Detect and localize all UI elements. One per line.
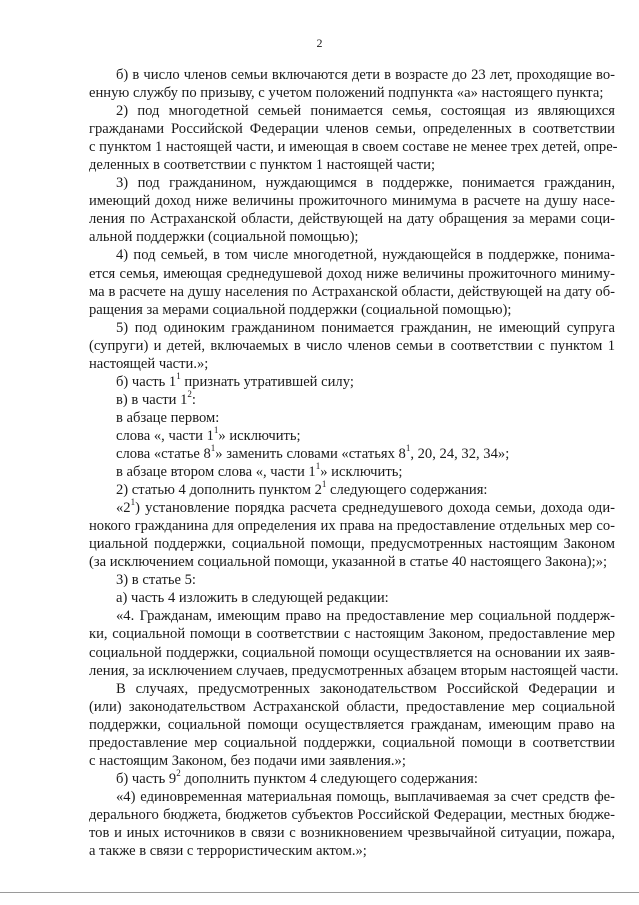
line-text-continued: : <box>191 391 196 408</box>
line-text: циальной поддержки, социальной помощи, предусмотренных настоящим Законом <box>89 536 615 553</box>
line-text: с пунктом 1 настоящей части, и имеющая в своем составе не менее трех детей, опре- <box>89 139 618 156</box>
text-line <box>89 734 615 752</box>
superscript: 1 <box>176 370 181 381</box>
line-text: «4) единовременная материальная помощь, выплачиваемая за счет средств фе- <box>116 788 615 805</box>
text-line <box>89 138 618 156</box>
text-line <box>89 265 615 283</box>
text-line <box>89 283 615 301</box>
page-bottom-edge <box>0 892 639 893</box>
text-line <box>89 752 615 770</box>
line-text: деленных в соответствии с пунктом 1 настоящей части; <box>89 157 436 174</box>
line-text: В случаях, предусмотренных законодательством Российской Федерации и <box>116 680 615 697</box>
line-text: енную службу по призыву, с учетом положений подпункта «а» настоящего пункта; <box>89 85 604 102</box>
superscript: 1 <box>213 425 219 436</box>
text-line <box>89 246 615 264</box>
line-text: ма в расчете на душу населения по Астраханской области, действующей на дату об- <box>89 283 615 300</box>
line-text: 3) под гражданином, нуждающимся в поддержке, понимается гражданин, <box>116 175 615 192</box>
text-line <box>89 481 615 499</box>
line-text: а также в связи с террористическим актом.»; <box>89 843 367 860</box>
text-line <box>89 427 615 445</box>
line-text: в абзаце втором слова «, части 1 <box>116 464 316 481</box>
line-text: а) часть 4 изложить в следующей редакции: <box>116 590 389 607</box>
line-text: (или) законодательством Астраханской области, предоставление мер социальной <box>89 698 615 715</box>
text-line <box>89 716 615 734</box>
line-text: в абзаце первом: <box>116 409 220 426</box>
text-line <box>89 644 615 662</box>
line-text: б) часть 9 <box>116 770 177 787</box>
superscript: 1 <box>321 479 327 490</box>
line-text: в) в части 1 <box>116 391 188 408</box>
text-line <box>89 388 615 409</box>
line-text: «2 <box>116 500 131 517</box>
line-text: с настоящим Законом, без подачи ими заявления.»; <box>89 752 406 769</box>
line-text: «4. Гражданам, имеющим право на предоставление мер социальной поддерж- <box>116 608 615 625</box>
line-text: поддержки, социальной помощи осуществляется гражданам, имеющим право на <box>89 716 615 733</box>
line-text-continued: » исключить; <box>320 464 403 481</box>
superscript: 2 <box>187 388 192 399</box>
text-line <box>89 767 615 788</box>
line-text: 4) под семьей, в том числе многодетной, нуждающейся в поддержке, понима- <box>116 247 615 264</box>
text-line <box>89 84 615 102</box>
text-line <box>89 662 619 680</box>
line-text: (супруги) и детей, включаемых в число членов семьи в соответствии с пунктом 1 <box>89 337 615 354</box>
line-text: имеющий доход ниже величины прожиточного минимума в расчете на душу насе- <box>89 193 615 210</box>
line-text: 5) под одиноким гражданином понимается гражданин, не имеющий супруга <box>116 319 615 336</box>
text-line <box>89 553 615 571</box>
superscript: 1 <box>210 443 216 454</box>
line-text: дерального бюджета, бюджетов субъектов Российской Федерации, местных бюдже- <box>89 806 615 823</box>
text-line <box>89 156 615 174</box>
line-text: гражданами Российской Федерации членов семьи, определенных в соответствии <box>89 121 615 138</box>
text-line <box>89 409 615 427</box>
text-line <box>89 788 615 806</box>
text-line <box>89 842 615 860</box>
text-line <box>89 698 615 716</box>
text-line <box>89 535 615 553</box>
line-text: настоящей части.»; <box>89 355 209 372</box>
text-line <box>89 463 615 481</box>
text-line <box>89 301 615 319</box>
line-text: б) в число членов семьи включаются дети в возрасте до 23 лет, проходящие во- <box>116 67 615 83</box>
line-text-continued: » заменить словами «статьях 8 <box>215 445 406 462</box>
line-text-continued: следующего содержания: <box>326 482 488 499</box>
line-text: социальной поддержки, социальной помощи осуществляется на основании их заяв- <box>89 644 615 661</box>
text-line <box>89 806 615 824</box>
line-text-continued: дополнить пунктом 4 следующего содержания: <box>180 770 478 787</box>
text-line <box>89 445 615 463</box>
line-text: ется семья, имеющая среднедушевой доход ниже величины прожиточного миниму- <box>89 265 615 282</box>
text-line <box>89 337 615 355</box>
text-line <box>89 517 615 535</box>
document-body <box>89 66 619 860</box>
line-text-continued: , 20, 24, 32, 34»; <box>410 445 510 462</box>
line-text: б) часть 1 <box>116 373 177 390</box>
line-text: ки, социальной помощи в соответствии с настоящим Законом, предоставление мер <box>89 626 615 643</box>
text-line <box>89 355 615 373</box>
text-line <box>89 66 615 84</box>
text-line <box>89 228 615 246</box>
text-line <box>89 824 615 842</box>
line-text: слова «, части 1 <box>116 427 214 444</box>
line-text: ращения за мерами социальной поддержки (социальной помощью); <box>89 301 512 318</box>
text-line <box>89 589 615 607</box>
line-text: тов и иных источников в связи с возникновением чрезвычайной ситуации, пожара, <box>89 824 615 841</box>
superscript: 2 <box>176 767 181 778</box>
line-text: (за исключением социальной помощи, указанной в статье 40 настоящего Закона);»; <box>89 554 608 571</box>
line-text: ления, за исключением случаев, предусмотренных абзацем вторым настоящей части. <box>89 662 619 679</box>
line-text-continued: » исключить; <box>218 427 301 444</box>
superscript: 1 <box>405 443 411 454</box>
line-text: предоставление мер социальной поддержки, социальной помощи в соответствии <box>89 734 615 751</box>
text-line <box>89 680 615 698</box>
text-line <box>89 607 615 625</box>
line-text: ления по Астраханской области, действующей на дату обращения за мерами соци- <box>89 211 615 228</box>
text-line <box>89 319 615 337</box>
page-number: 2 <box>316 36 323 50</box>
text-line <box>89 625 615 643</box>
superscript: 1 <box>130 497 136 508</box>
line-text-continued: признать утратившей силу; <box>180 373 354 390</box>
superscript: 1 <box>315 461 321 472</box>
text-line <box>89 571 615 589</box>
line-text: 2) под многодетной семьей понимается семья, состоящая из являющихся <box>116 103 615 120</box>
text-line <box>89 102 615 120</box>
line-text: альной поддержки (социальной помощью); <box>89 229 359 246</box>
text-line <box>89 499 615 517</box>
text-line <box>89 192 615 210</box>
line-text: нокого гражданина для определения их права на предоставление отдельных мер со- <box>89 518 615 535</box>
line-text: 2) статью 4 дополнить пунктом 2 <box>116 482 322 499</box>
line-text: 3) в статье 5: <box>116 572 196 589</box>
line-text: слова «статье 8 <box>116 445 211 462</box>
text-line <box>89 370 615 391</box>
text-line <box>89 210 615 228</box>
line-text-continued: ) установление порядка расчета среднедушевого дохода семьи, дохода оди- <box>135 500 615 517</box>
text-line <box>89 120 615 138</box>
text-line <box>89 174 615 192</box>
